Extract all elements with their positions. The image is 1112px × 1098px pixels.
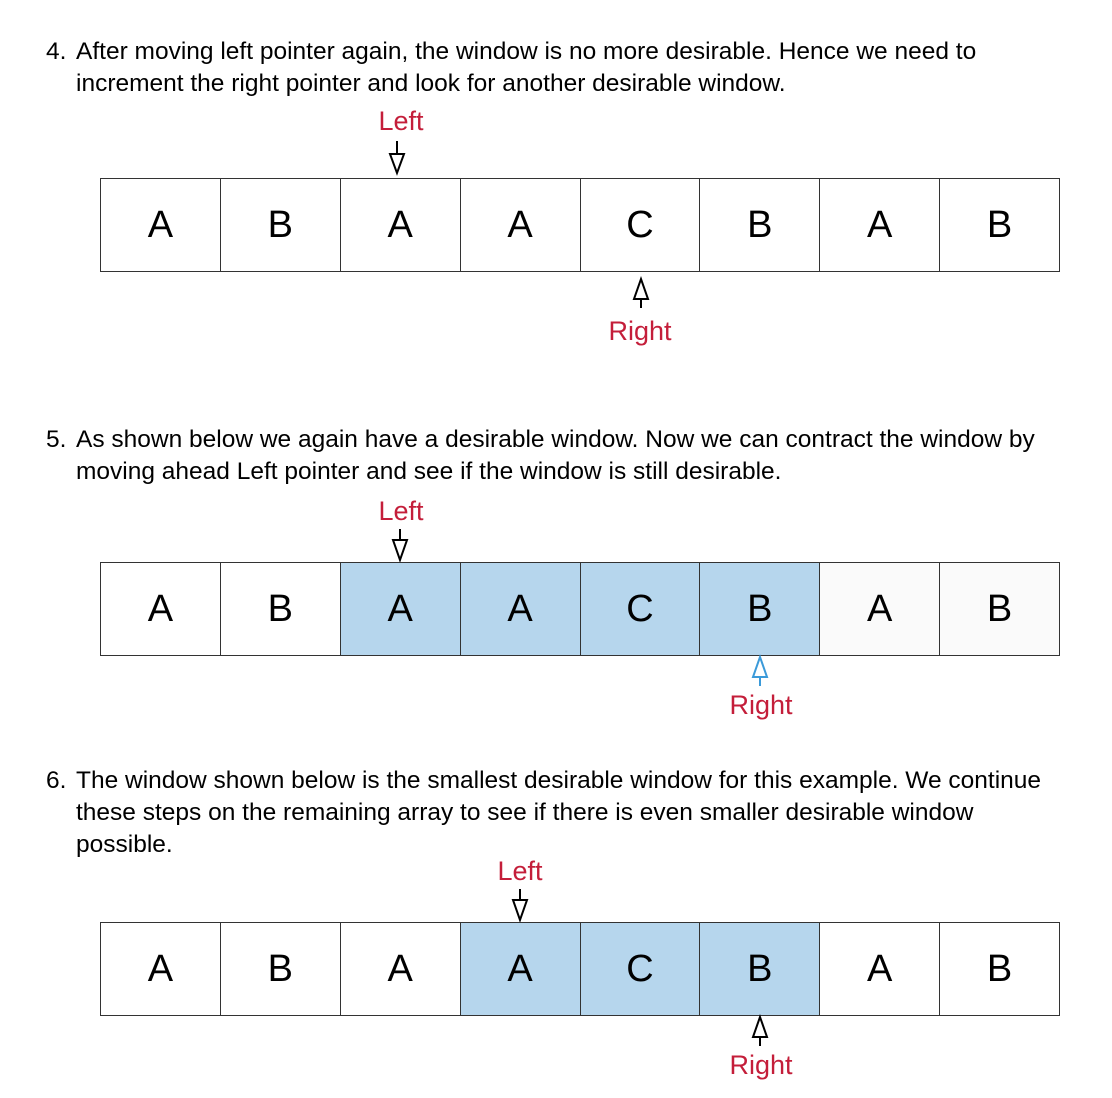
array-cell: A (820, 179, 940, 271)
step-description: After moving left pointer again, the window is no more desirable. Hence we need to increment the right pointer and look for another desirable window. (76, 38, 977, 97)
right-pointer-label: Right (729, 690, 793, 720)
right-pointer-arrow-icon (631, 274, 651, 310)
array-cell-in-window: C (581, 563, 701, 655)
array-cell: A (820, 563, 940, 655)
step-number: 6. (46, 767, 67, 794)
step-description: The window shown below is the smallest desirable window for this example. We continue these steps on the remaining array to see if there is even smaller desirable window possible. (76, 767, 1042, 858)
array-cell: B (221, 179, 341, 271)
array-cell: B (700, 179, 820, 271)
right-pointer-label: Right (729, 1050, 793, 1080)
array-step-4 (100, 178, 1060, 272)
array-cell-in-window: A (341, 563, 461, 655)
array-cell-in-window: B (700, 923, 820, 1015)
array-cell: C (581, 179, 701, 271)
right-pointer-label: Right (608, 316, 672, 346)
array-step-5 (100, 562, 1060, 656)
array-cell-in-window: A (461, 923, 581, 1015)
array-cell: A (101, 179, 221, 271)
left-pointer-label: Left (497, 856, 543, 886)
left-pointer-arrow-icon (510, 888, 530, 924)
left-pointer-label: Left (378, 496, 424, 526)
step-5-text (46, 424, 1056, 488)
array-cell: B (940, 563, 1060, 655)
array-cell-in-window: B (700, 563, 820, 655)
step-4-text (46, 36, 1056, 100)
array-cell: A (101, 563, 221, 655)
array-cell: A (101, 923, 221, 1015)
step-description: As shown below we again have a desirable window. Now we can contract the window by moving ahead Left pointer and see if the window is still desirable. (76, 426, 1035, 485)
left-pointer-arrow-icon (387, 140, 407, 176)
array-cell: B (940, 923, 1060, 1015)
left-pointer-label: Left (378, 106, 424, 136)
array-cell: A (461, 179, 581, 271)
array-step-6 (100, 922, 1060, 1016)
array-cell-in-window: A (461, 563, 581, 655)
step-number: 4. (46, 38, 67, 65)
right-pointer-arrow-icon (750, 1012, 770, 1048)
step-number: 5. (46, 426, 67, 453)
left-pointer-arrow-icon (390, 528, 410, 564)
array-cell: B (221, 563, 341, 655)
array-cell: A (820, 923, 940, 1015)
step-6-text (46, 765, 1056, 861)
right-pointer-arrow-icon (750, 652, 770, 688)
array-cell: A (341, 179, 461, 271)
array-cell-in-window: C (581, 923, 701, 1015)
array-cell: B (221, 923, 341, 1015)
array-cell: A (341, 923, 461, 1015)
array-cell: B (940, 179, 1060, 271)
